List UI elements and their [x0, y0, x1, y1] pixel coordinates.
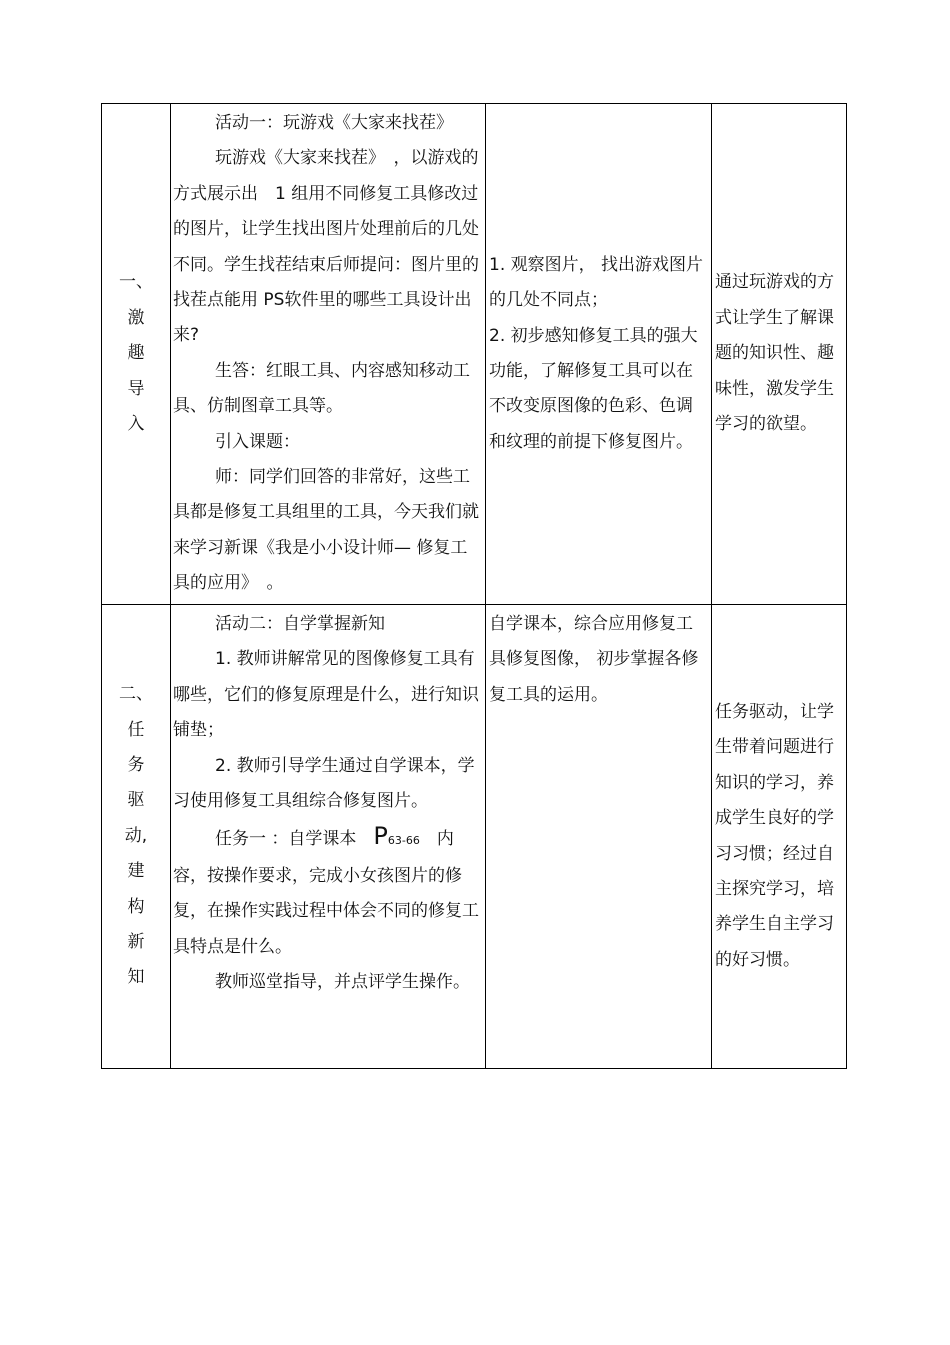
task-paragraph — [173, 819, 481, 965]
stage-cell — [102, 605, 171, 1069]
student-activity-item: 自学课本，综合应用修复工具修复图像， 初步掌握各修复工具的运用。 — [489, 614, 699, 705]
student-activity-item: 1. 观察图片， 找出游戏图片的几处不同点； — [489, 254, 704, 311]
stage-label: 一、 激 趣 导 入 — [119, 272, 153, 435]
stage-label: 二、 任 务 驱 动, 建 构 新 知 — [119, 684, 153, 988]
page-letter: P — [373, 822, 388, 851]
activity-paragraph: 生答：红眼工具、内容感知移动工具、仿制图章工具等。 — [173, 360, 470, 417]
student-activity-cell — [486, 104, 712, 605]
table-row — [102, 104, 847, 605]
table-row — [102, 605, 847, 1069]
teacher-activity-cell — [171, 605, 486, 1069]
page-range: 63-66 — [387, 834, 420, 848]
student-activity-cell — [486, 605, 712, 1069]
student-activity-item: 2. 初步感知修复工具的强大功能，了解修复工具可以在不改变原图像的色彩、色调和纹理的前提下修复图片。 — [489, 325, 698, 452]
design-intent-cell — [712, 104, 847, 605]
teacher-activity-cell — [171, 104, 486, 605]
activity-paragraph: 教师巡堂指导，并点评学生操作。 — [215, 972, 470, 993]
stage-cell — [102, 104, 171, 605]
design-intent-text: 任务驱动，让学生带着问题进行知识的学习，养成学生良好的学习习惯；经过自主探究学习，培养学生自主学习的好习惯。 — [715, 701, 834, 970]
activity-paragraph: 1. 教师讲解常见的图像修复工具有哪些，它们的修复原理是什么，进行知识铺垫； — [173, 649, 479, 741]
design-intent-text: 通过玩游戏的方式让学生了解课题的知识性、趣味性，激发学生学习的欲望。 — [715, 272, 834, 435]
lesson-plan-table — [101, 103, 847, 1069]
task-prefix: 任务一 ：自学课本 — [215, 829, 374, 850]
task-suffix: 内容，按操作要求，完成小女孩图片的修复，在操作实践过程中体会不同的修复工具特点是什么。 — [173, 829, 479, 957]
activity-title: 活动二：自学掌握新知 — [215, 614, 385, 634]
design-intent-cell — [712, 605, 847, 1069]
activity-paragraph: 师：同学们回答的非常好，这些工具都是修复工具组里的工具，今天我们就来学习新课《我是小小设计师— 修复工具的应用》 。 — [173, 467, 479, 594]
activity-paragraph: 玩游戏《大家来找茬》 ，以游戏的方式展示出 1 组用不同修复工具修改过的图片，让学生找出图片处理前后的几处不同。学生找茬结束后师提问：图片里的找茬点能用 PS软件里的哪些工具设计出来? — [173, 148, 479, 346]
activity-paragraph: 引入课题： — [215, 431, 300, 452]
activity-paragraph: 2. 教师引导学生通过自学课本，学习使用修复工具组综合修复图片。 — [173, 755, 475, 812]
activity-title: 活动一：玩游戏《大家来找茬》 — [215, 113, 453, 133]
